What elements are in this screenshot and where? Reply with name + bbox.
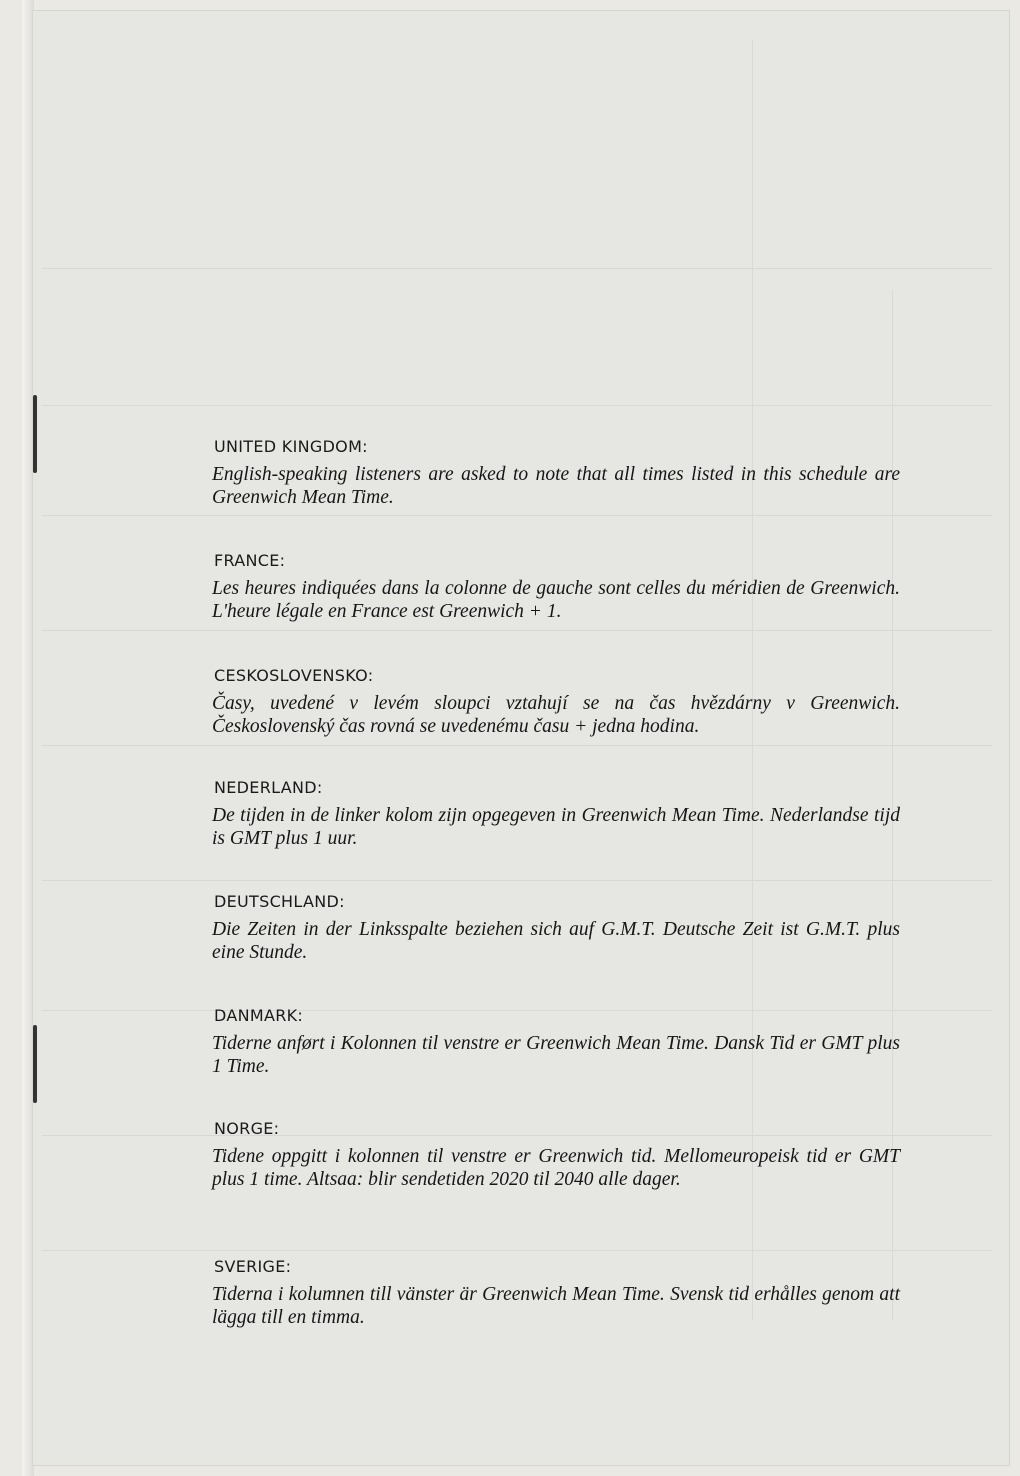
section-heading: DEUTSCHLAND: — [214, 892, 345, 911]
staple-top — [33, 395, 37, 473]
section-body: De tijden in de linker kolom zijn opgegeven in Greenwich Mean Time. Nederlandse tijd is GMT plus 1 uur. — [212, 805, 900, 849]
section-nederland — [212, 778, 900, 850]
section-body: Tiderna i kolumnen till vänster är Greenwich Mean Time. Svensk tid erhålles genom att lägga till en timma. — [212, 1284, 900, 1328]
section-heading: NEDERLAND: — [214, 778, 323, 797]
section-heading: FRANCE: — [214, 551, 286, 570]
section-france — [212, 551, 900, 623]
section-heading: SVERIGE: — [214, 1257, 292, 1276]
section-heading: DANMARK: — [214, 1006, 304, 1025]
section-heading: CESKOSLOVENSKO: — [214, 666, 374, 685]
section-body: Tiderne anført i Kolonnen til venstre er Greenwich Mean Time. Dansk Tid er GMT plus 1 Time. — [212, 1033, 900, 1077]
staple-bottom — [33, 1025, 37, 1103]
section-sverige — [212, 1257, 900, 1329]
section-body: Časy, uvedené v levém sloupci vztahují se na čas hvězdárny v Greenwich. Československý čas rovná se uvedenému času + jedna hodina. — [212, 693, 900, 737]
section-united-kingdom — [212, 437, 900, 509]
section-heading: NORGE: — [214, 1119, 280, 1138]
section-danmark — [212, 1006, 900, 1078]
section-body: Die Zeiten in der Linksspalte beziehen sich auf G.M.T. Deutsche Zeit ist G.M.T. plus eine Stunde. — [212, 919, 900, 963]
section-heading: UNITED KINGDOM: — [214, 437, 368, 456]
section-deutschland — [212, 892, 900, 964]
document-page — [32, 10, 1010, 1466]
section-body: Les heures indiquées dans la colonne de gauche sont celles du méridien de Greenwich. L'heure légale en France est Greenwich + 1. — [212, 578, 900, 622]
section-body: English-speaking listeners are asked to note that all times listed in this schedule are Greenwich Mean Time. — [212, 464, 900, 508]
section-body: Tidene oppgitt i kolonnen til venstre er Greenwich tid. Mellomeuropeisk tid er GMT plus 1 time. Altsaa: blir sendetiden 2020 til 2040 alle dager. — [212, 1146, 900, 1190]
section-ceskoslovensko — [212, 666, 900, 738]
section-norge — [212, 1119, 900, 1191]
